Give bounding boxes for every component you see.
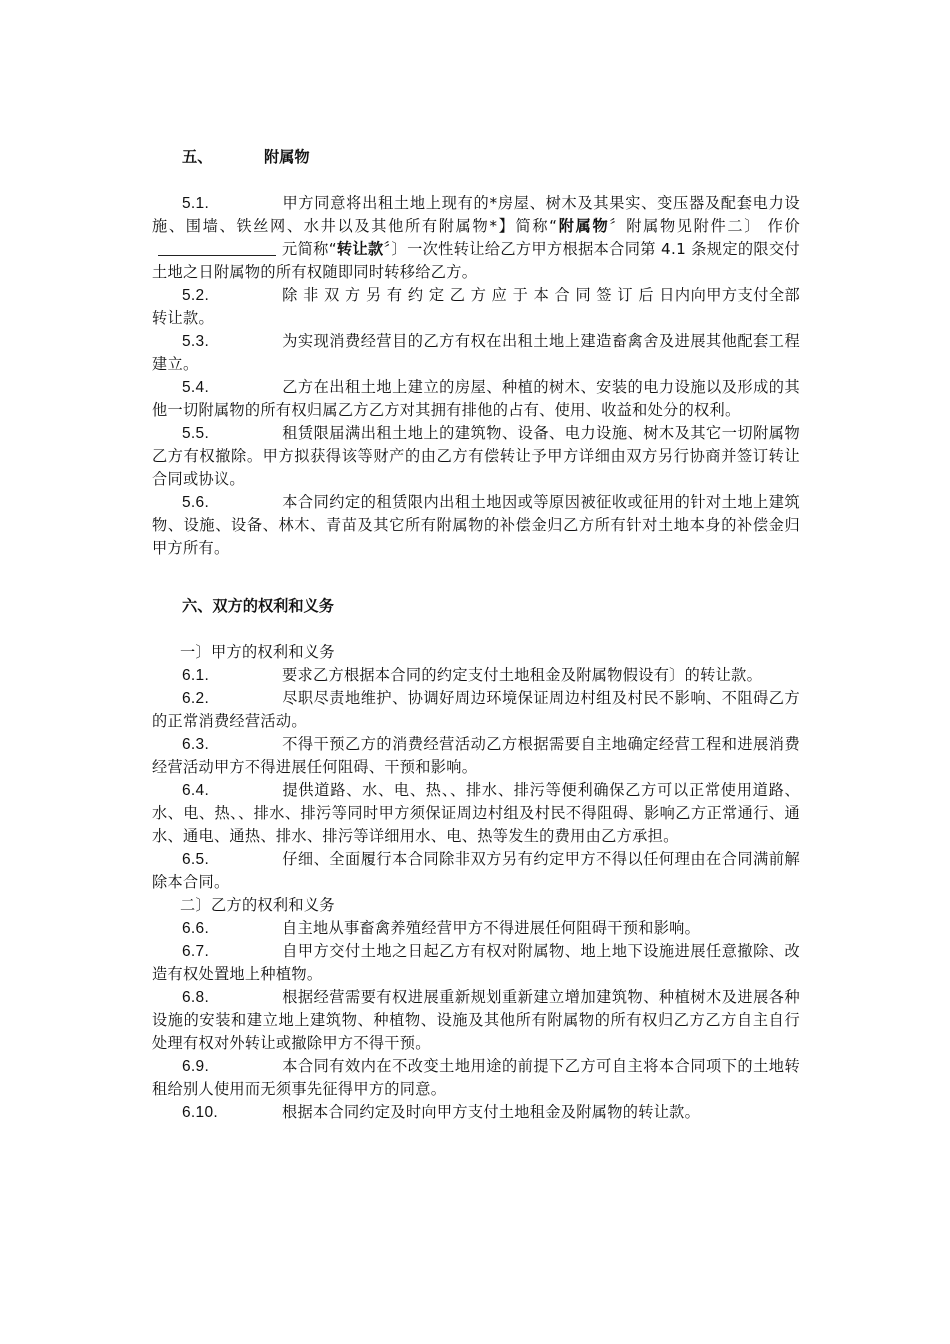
clause-number: 5.4. (182, 379, 210, 396)
blank-fill-line (158, 240, 276, 256)
clause-number: 5.2. (182, 287, 210, 304)
clause-text: 〞〕一次性转让给乙方甲方根据本合同第 4.1 条规定的限交付土地之日附属物的所有权随即同时转移给乙方。 (152, 240, 800, 281)
clause-number: 6.7. (182, 943, 210, 960)
clause-text: 〞附属物见附件二〕 作价 (609, 217, 800, 235)
clause-text: 仔细、全面履行本合同除非双方另有约定甲方不得以任何理由在合同满前解除本合同。 (152, 850, 800, 891)
clause-text: 不得干预乙方的消费经营活动乙方根据需要自主地确定经营工程和进展消费经营活动甲方不得进展任何阻碍、干预和影响。 (152, 735, 800, 776)
clause-5-4 (152, 376, 800, 422)
clause-text: 要求乙方根据本合同的约定支付土地租金及附属物假设有〕的转让款。 (282, 666, 763, 684)
clause-6-7 (152, 940, 800, 986)
subsection-party-b: 二〕乙方的权利和义务 (180, 896, 335, 914)
bold-term: 附属物 (557, 217, 610, 235)
clause-text: 尽职尽责地维护、协调好周边环境保证周边村组及村民不影响、不阻碍乙方的正常消费经营活动。 (152, 689, 800, 730)
clause-text: 本合同有效内在不改变土地用途的前提下乙方可自主将本合同项下的土地转租给别人使用而无须事先征得甲方的同意。 (152, 1057, 800, 1098)
clause-number: 6.9. (182, 1058, 210, 1075)
clause-text: 为实现消费经营目的乙方有权在出租土地上建造畜禽舍及进展其他配套工程建立。 (152, 332, 800, 373)
clause-6-9 (152, 1055, 800, 1101)
clause-5-3 (152, 330, 800, 376)
clause-6-8 (152, 986, 800, 1055)
clause-text: 根据经营需要有权进展重新规划重新建立增加建筑物、种植树木及进展各种设施的安装和建立地上建筑物、种植物、设施及其他所有附属物的所有权归乙方乙方自主自行处理有权对外转让或撤除甲方不得干预。 (152, 988, 800, 1052)
clause-number: 6.2. (182, 690, 210, 707)
clause-number: 5.3. (182, 333, 210, 350)
clause-5-5 (152, 422, 800, 491)
clause-number: 6.5. (182, 851, 210, 868)
clause-6-6 (152, 917, 800, 940)
clause-text: 提供道路、水、电、热、、排水、排污等便利确保乙方可以正常使用道路、水、电、热、、排水、排污等同时甲方须保证周边村组及村民不得阻碍、影响乙方正常通行、通水、通电、通热、排水、排污等详细用水、电、热等发生的费用由乙方承担。 (152, 781, 800, 845)
clause-text: 根据本合同约定及时向甲方支付土地租金及附属物的转让款。 (282, 1103, 701, 1121)
clause-number: 6.10. (182, 1104, 218, 1121)
document-body (152, 146, 800, 1124)
clause-number: 6.4. (182, 782, 210, 799)
clause-number: 5.6. (182, 494, 210, 511)
clause-number: 5.1. (182, 195, 210, 212)
clause-text: 乙方在出租土地上建立的房屋、种植的树木、安装的电力设施以及形成的其他一切附属物的所有权归属乙方乙方对其拥有排他的占有、使用、收益和处分的权利。 (152, 378, 800, 419)
clause-6-1 (152, 664, 800, 687)
clause-text: 租赁限届满出租土地上的建筑物、设备、电力设施、树木及其它一切附属物乙方有权撤除。甲方拟获得该等财产的由乙方有偿转让予甲方详细由双方另行协商并签订转让合同或协议。 (152, 424, 800, 488)
clause-number: 6.3. (182, 736, 210, 753)
subsection-party-a: 一〕甲方的权利和义务 (180, 643, 335, 661)
section-6-title: 六、双方的权利和义务 (182, 597, 334, 615)
clause-6-10 (152, 1101, 800, 1124)
clause-6-4 (152, 779, 800, 848)
clause-text: 自主地从事畜禽养殖经营甲方不得进展任何阻碍干预和影响。 (282, 919, 701, 937)
bold-term: 转让款 (336, 240, 384, 258)
section-6-heading (152, 595, 800, 618)
section-5-number: 五、 (182, 148, 213, 166)
clause-number: 5.5. (182, 425, 210, 442)
clause-text: 本合同约定的租赁限内出租土地因或等原因被征收或征用的针对土地上建筑物、设施、设备、林木、青苗及其它所有附属物的补偿金归乙方所有针对土地本身的补偿金归甲方所有。 (152, 493, 800, 557)
clause-6-5 (152, 848, 800, 894)
clause-text: 自甲方交付土地之日起乙方有权对附属物、地上地下设施进展任意撤除、改造有权处置地上种植物。 (152, 942, 800, 983)
clause-6-2 (152, 687, 800, 733)
clause-text: 甲方同意将出租土地上现有的*房屋、树木及其果实、变压器及配套电力设施、围墙、铁丝网、水井以及其他所有附属物*】简称“ (152, 194, 800, 235)
clause-5-2 (152, 284, 800, 330)
clause-number: 6.8. (182, 989, 210, 1006)
clause-6-3 (152, 733, 800, 779)
clause-5-1 (152, 192, 800, 284)
section-5-heading (152, 146, 800, 169)
clause-5-6 (152, 491, 800, 560)
clause-number: 6.1. (182, 667, 210, 684)
clause-text: 除 非 双 方 另 有 约 定 乙 方 应 于 本 合 同 签 订 后 日内向甲方支付全部转让款。 (152, 286, 800, 327)
clause-number: 6.6. (182, 920, 210, 937)
section-5-title: 附属物 (264, 148, 310, 166)
clause-text: 元简称“ (282, 240, 337, 258)
